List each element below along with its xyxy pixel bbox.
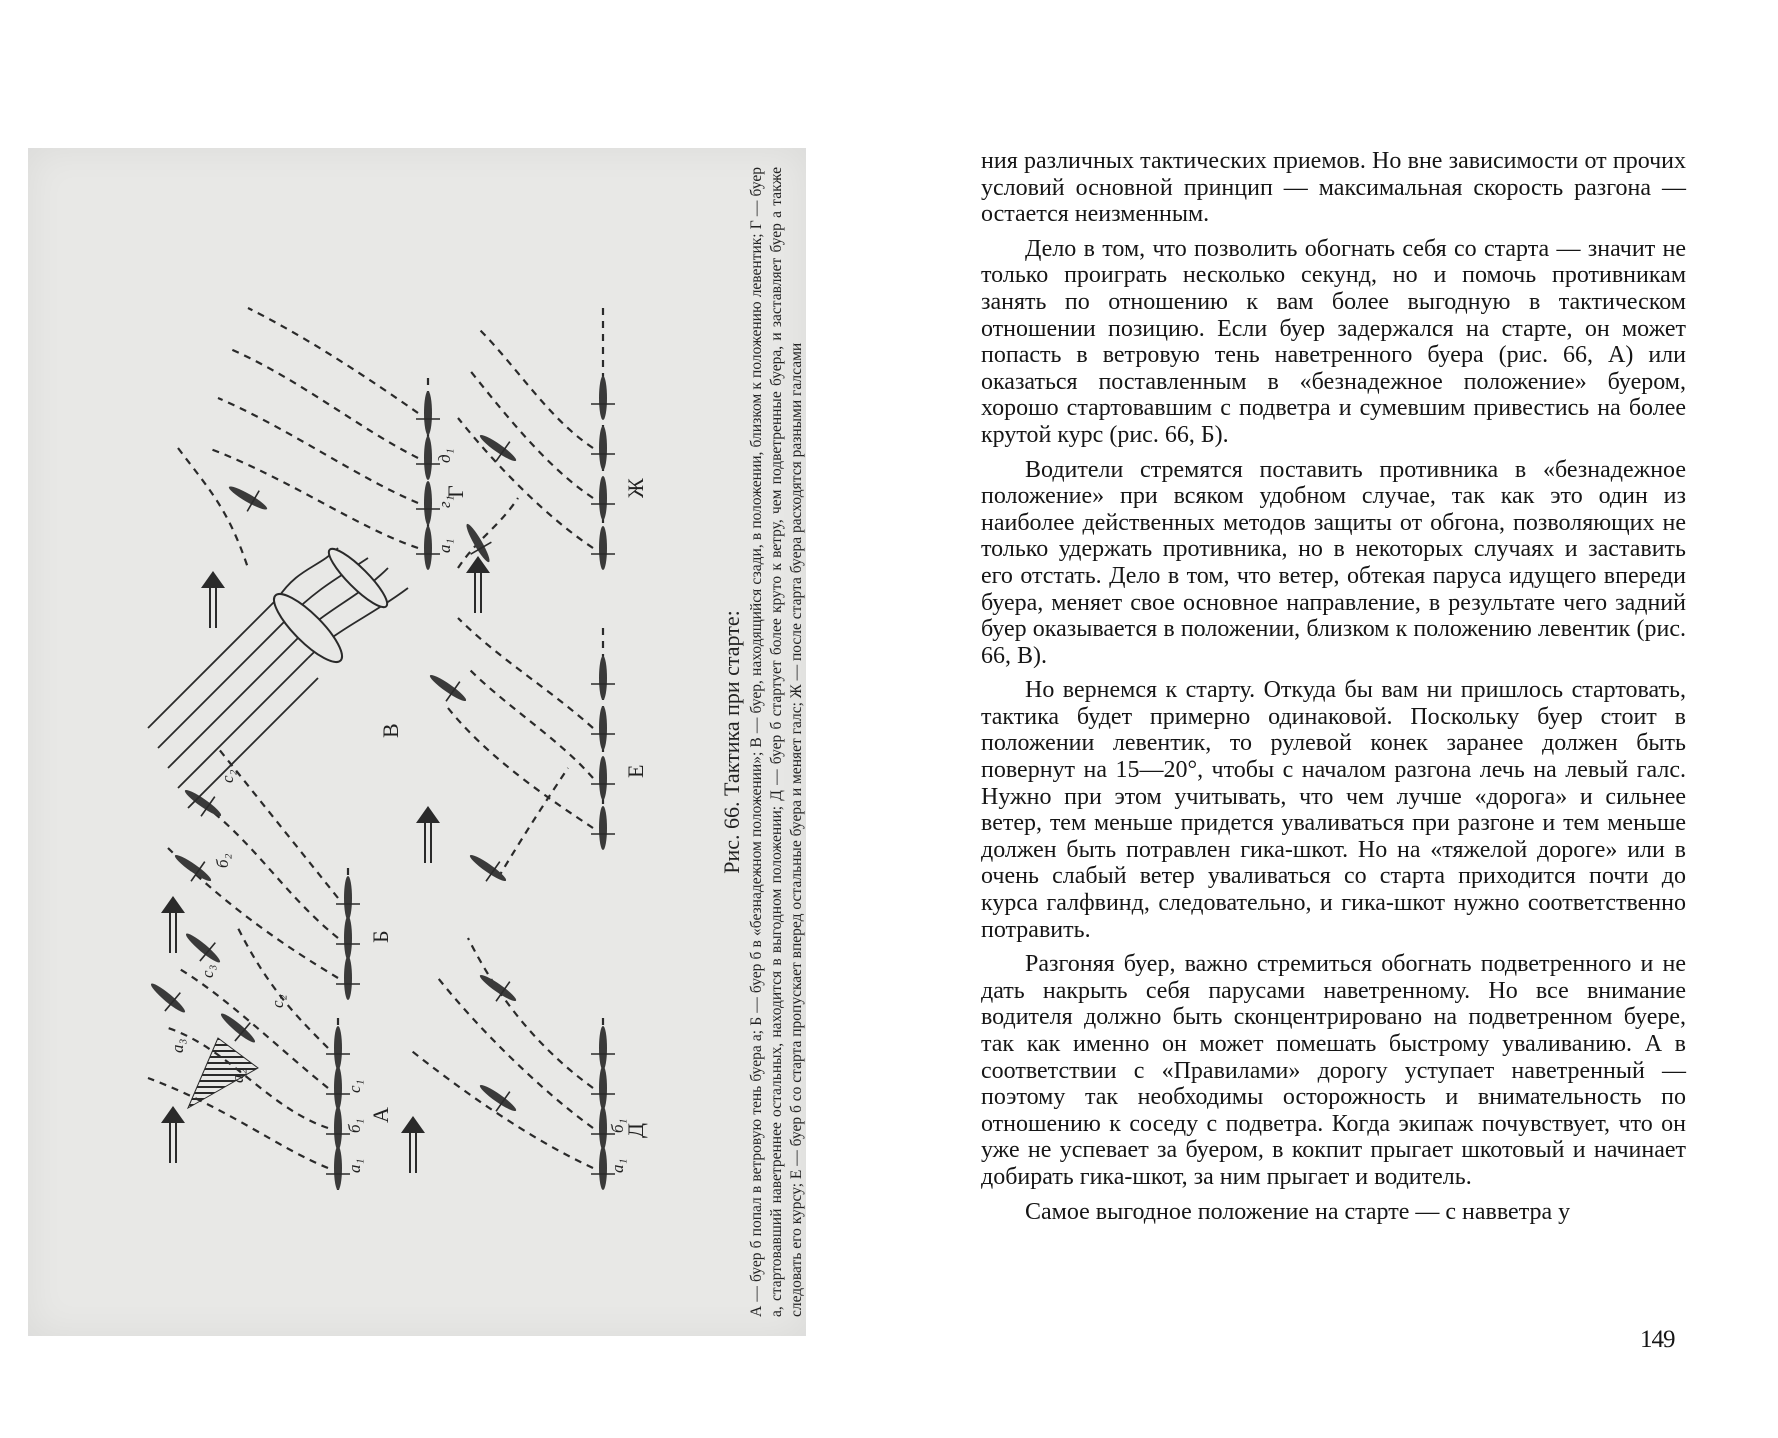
paragraph: ния различных тактических приемов. Но вне зависимости от прочих условий основной принцип — максимальная скорость разгона — остается неизменным. xyxy=(981,148,1686,228)
panel-zh xyxy=(457,308,648,613)
svg-text:В: В xyxy=(378,723,403,738)
paragraph: Разгоняя буер, важно стремиться обогнать подветренного и не дать накрыть себя парусами наветренному. Но все внимание водителя должно быть сконцентрировано на подветренном буере, так как именно он может помешать быстрому уваливанию. А в соответствии с «Правилами» дорогу уступает наветренный — поэтому так необходимы осторожность и внимательность по отношению к соседу с подветра. Когда экипаж почувствует, что он уже не успевает за буером, в кокпит прыгает шкотовый и начинает добирать гика-шкот, за ним прыгает и водитель. xyxy=(981,951,1686,1190)
paragraph: Водители стремятся поставить противника в «безнадежное положение» при всяком удобном случае, так как это один из наиболее действенных методов защиты от обгона, позволяющих не только удержать противника, но в некоторых случаях и заставить его отстать. Дело в том, что ветер, обтекая паруса идущего впереди буера, меняет свое основное направление, в результате чего задний буер оказывается в положении, близком к положению левентик (рис. 66, В). xyxy=(981,456,1686,669)
svg-text:а₁: а₁ xyxy=(435,538,454,553)
page-number: 149 xyxy=(1640,1326,1675,1353)
svg-text:б₁: б₁ xyxy=(608,1118,627,1133)
panel-e xyxy=(416,618,648,890)
svg-text:с₁: с₁ xyxy=(345,1079,364,1093)
panel-a xyxy=(143,925,393,1190)
svg-text:а₁: а₁ xyxy=(345,1158,364,1173)
svg-text:с₃: с₃ xyxy=(198,964,217,978)
svg-text:Ж: Ж xyxy=(623,478,648,498)
svg-text:д₁: д₁ xyxy=(435,448,454,463)
paragraph: Самое выгодное положение на старте — с навветра у xyxy=(1025,1198,1571,1225)
svg-text:г₁: г₁ xyxy=(435,495,454,508)
caption-text: А — буер б попал в ветровую тень буера а; Б — буер б в «безнадежном положении»; В — буер, находящийся сзади, в положении, близком к положению левентик; Г — буер а, стартовавший наветреннее остальных, находится в выгодном положении; Д — буер б стартует более круто к ветру, чем подветренные буера, и заставляет буер а также следовать его курсу; Е — буер б со старта пропускает вперед остальные буера и меняет галс; Ж — после старта буера расходятся разными галсами xyxy=(748,167,805,1317)
panel-v xyxy=(148,543,408,808)
svg-text:а₁: а₁ xyxy=(608,1158,627,1173)
panel-g xyxy=(178,308,468,628)
svg-text:А: А xyxy=(368,1107,393,1123)
paragraph: Но вернемся к старту. Откуда бы вам ни пришлось стартовать, тактика будет примерно одинаковой. Поскольку буер стоит в положении левентик, то рулевой конек заранее должен быть повернут на 15—20°, чтобы с началом разгона лечь на левый галс. Нужно при этом учитывать, что чем лучше «дорога» и сильнее ветер, тем меньше придется уваливаться при разгоне и тем меньше должен быть потравлен гика-шкот. Но на «тяжелой дороге» или в очень слабый ветер уваливаться со старта приходится почти до курса галфвинд, следовательно, и гика-шкот нужно соответственно потравить. xyxy=(981,677,1686,943)
panel-d xyxy=(401,938,648,1190)
svg-text:Е: Е xyxy=(623,764,648,778)
body-text xyxy=(981,148,1686,1233)
paragraph: Дело в том, что позволить обогнать себя со старта — значит не только проиграть несколько секунд, но и помочь противникам занять по отношению к вам более выгодную в тактическом отношении позицию. Если буер задержался на старте, он может попасть в ветровую тень наветренного буера (рис. 66, А) или оказаться поставленным в «безнадежное положение» буером, хорошо стартовавшим с подветра и сумевшим привестись на более крутой курс (рис. 66, Б). xyxy=(981,235,1686,448)
svg-text:с₂: с₂ xyxy=(268,994,287,1008)
svg-text:б₁: б₁ xyxy=(345,1118,364,1133)
panel-b xyxy=(161,748,393,1000)
svg-text:б₂: б₂ xyxy=(213,853,232,868)
caption-title: Рис. 66. Тактика при старте: xyxy=(719,610,744,874)
figure-66 xyxy=(28,148,806,1336)
svg-text:а₂: а₂ xyxy=(228,1068,247,1083)
svg-text:Б: Б xyxy=(368,930,393,943)
svg-text:Г: Г xyxy=(443,485,468,498)
tactics-diagram xyxy=(28,148,806,1336)
svg-text:а₃: а₃ xyxy=(168,1038,187,1053)
svg-text:Д: Д xyxy=(623,1122,648,1138)
figure-caption xyxy=(720,148,806,1336)
svg-text:с₂: с₂ xyxy=(218,769,237,783)
